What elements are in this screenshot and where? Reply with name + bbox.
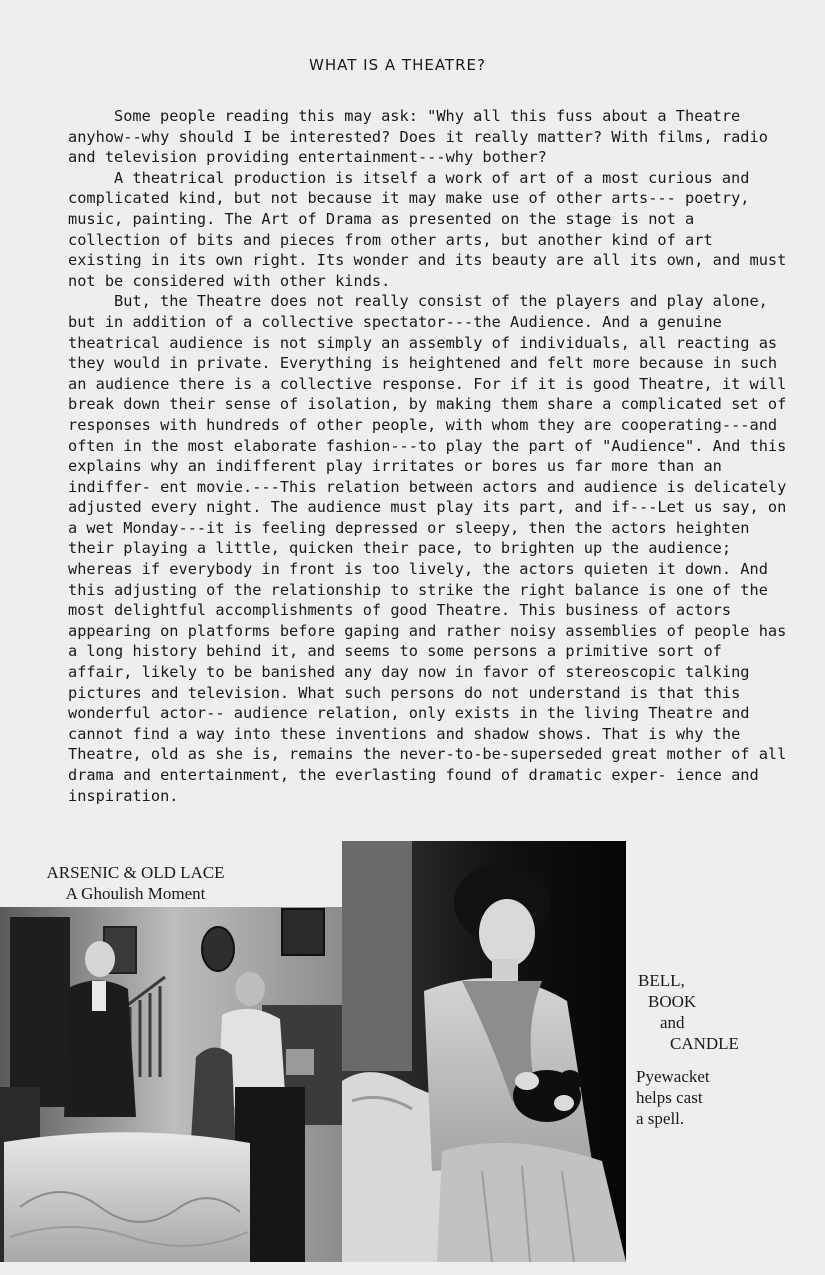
page-title: WHAT IS A THEATRE?: [309, 56, 486, 74]
photo-caption-right: [636, 970, 776, 1129]
photo-bell-image: [342, 841, 626, 1262]
caption-right-line-2: BOOK: [648, 992, 697, 1011]
caption-left-subtitle: A Ghoulish Moment: [65, 884, 206, 903]
caption-right-line-1: BELL,: [638, 971, 685, 990]
caption-right-line-5: Pyewacket: [636, 1067, 710, 1086]
caption-right-line-7: a spell.: [636, 1109, 685, 1128]
photo-bell-book-candle: [342, 841, 626, 1262]
caption-right-line-3: and: [660, 1013, 685, 1032]
essay-body: [68, 106, 790, 806]
caption-left-title: ARSENIC & OLD LACE: [46, 863, 225, 882]
caption-right-line-6: helps cast: [636, 1088, 703, 1107]
essay-paragraph-3: But, the Theatre does not really consist of the players and play alone, but in addition of a collective spectator---the Audience. And a genuine theatrical audience is not simply an assembly of individuals, all reacting as they would in private. Everything is heightened and felt more because in such an audience there is a collective response. For if it is good Theatre, it will break down their sense of isolation, by making them share a complicated set of responses with hundreds of other people, with whom they are cooperating---and often in the most elaborate fashion---to play the part of "Audience". And this explains why an indifferent play irritates or bores us far more than an indiffer- ent movie.---This relation between actors and audience is delicately adjusted every night. The audience must play its part, and if---Let us say, on a wet Monday---it is feeling depressed or sleepy, then the actors heighten their playing a little, quicken their pace, to brighten up the audience; whereas if everybody in front is too lively, the actors quieten it down. And this adjusting of the relationship to strike the right balance is one of the most delightful accomplishments of good Theatre. This business of actors appearing on platforms before gaping and rather noisy assemblies of people has a long history behind it, and seems to some persons a primitive sort of affair, likely to be banished any day now in favor of stereoscopic talking pictures and television. What such persons do not understand is that this wonderful actor-- audience relation, only exists in the living Theatre and cannot find a way into these inventions and shadow shows. That is why the Theatre, old as she is, remains the never-to-be-superseded great mother of all drama and entertainment, the everlasting found of dramatic exper- ience and inspiration.: [68, 292, 787, 805]
photo-caption-left: [18, 862, 253, 904]
essay-paragraph-1: Some people reading this may ask: "Why all this fuss about a Theatre anyhow--why should I be interested? Does it really matter? With films, radio and television providing entertainment---why bother?: [68, 107, 768, 167]
caption-right-line-4: CANDLE: [670, 1034, 739, 1053]
photo-arsenic-old-lace: [0, 907, 348, 1262]
essay-paragraph-2: A theatrical production is itself a work of art of a most curious and complicated kind, but not because it may make use of other arts--- poetry, music, painting. The Art of Drama as presented on the stage is not a collection of bits and pieces from other arts, but another kind of art existing in its own right. Its wonder and its beauty are all its own, and must not be considered with other kinds.: [68, 168, 787, 290]
photo-arsenic-image: [0, 907, 348, 1262]
